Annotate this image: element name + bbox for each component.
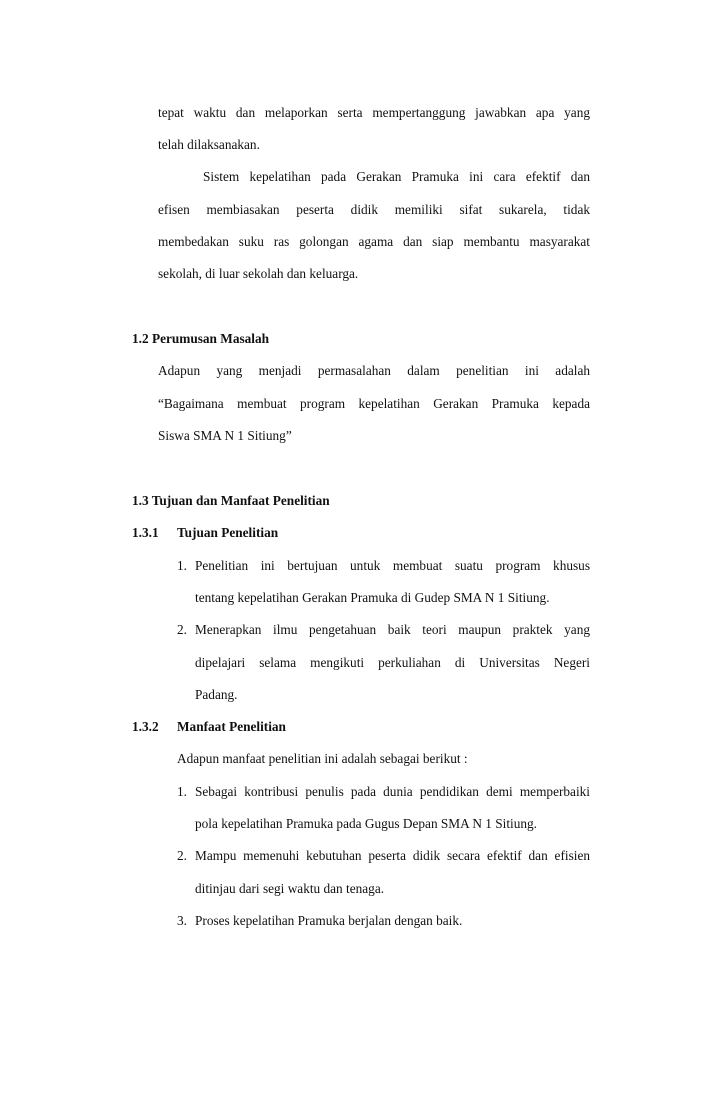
manfaat-item-2-marker: 2. (177, 848, 187, 863)
manfaat-item-3-line1: Proses kepelatihan Pramuka berjalan dengan baik. (195, 913, 463, 928)
section-1-2-heading: 1.2 Perumusan Masalah (132, 331, 270, 346)
tujuan-item-1-line2: tentang kepelatihan Gerakan Pramuka di Gudep SMA N 1 Sitiung. (195, 590, 550, 605)
manfaat-item-2-line2: ditinjau dari segi waktu dan tenaga. (195, 881, 385, 896)
subsection-1-3-2-number: 1.3.2 (132, 719, 159, 734)
manfaat-item-1-line2: pola kepelatihan Pramuka pada Gugus Depan SMA N 1 Sitiung. (195, 816, 537, 831)
subsection-1-3-1-number: 1.3.1 (132, 525, 159, 540)
section-1-2-line3: Siswa SMA N 1 Sitiung” (158, 428, 292, 443)
manfaat-item-1-line1: Sebagai kontribusi penulis pada dunia pendidikan demi memperbaiki (195, 784, 590, 799)
manfaat-item-1-marker: 1. (177, 784, 187, 799)
paragraph2-line2: efisen membiasakan peserta didik memiliki sifat sukarela, tidak (158, 202, 590, 217)
tujuan-item-2-line2: dipelajari selama mengikuti perkuliahan di Universitas Negeri (195, 655, 590, 670)
manfaat-item-2-line1: Mampu memenuhi kebutuhan peserta didik secara efektif dan efisien (195, 848, 590, 863)
subsection-1-3-2-title: Manfaat Penelitian (177, 719, 286, 734)
section-1-3-heading: 1.3 Tujuan dan Manfaat Penelitian (132, 493, 330, 508)
paragraph1-line1: tepat waktu dan melaporkan serta mempertanggung jawabkan apa yang (158, 105, 590, 120)
paragraph2-line4: sekolah, di luar sekolah dan keluarga. (158, 266, 359, 281)
tujuan-item-1-line1: Penelitian ini bertujuan untuk membuat suatu program khusus (195, 558, 590, 573)
tujuan-item-2-line1: Menerapkan ilmu pengetahuan baik teori maupun praktek yang (195, 622, 590, 637)
paragraph2-line1: Sistem kepelatihan pada Gerakan Pramuka ini cara efektif dan (203, 169, 590, 184)
tujuan-item-2-line3: Padang. (195, 687, 238, 702)
manfaat-item-3-marker: 3. (177, 913, 187, 928)
tujuan-item-1-marker: 1. (177, 558, 187, 573)
manfaat-intro: Adapun manfaat penelitian ini adalah sebagai berikut : (177, 751, 468, 766)
subsection-1-3-1-title: Tujuan Penelitian (177, 525, 279, 540)
tujuan-item-2-marker: 2. (177, 622, 187, 637)
paragraph2-line3: membedakan suku ras golongan agama dan siap membantu masyarakat (158, 234, 590, 249)
section-1-2-line2: “Bagaimana membuat program kepelatihan Gerakan Pramuka kepada (158, 396, 590, 411)
paragraph1-line2: telah dilaksanakan. (158, 137, 260, 152)
section-1-2-line1: Adapun yang menjadi permasalahan dalam penelitian ini adalah (158, 363, 590, 378)
